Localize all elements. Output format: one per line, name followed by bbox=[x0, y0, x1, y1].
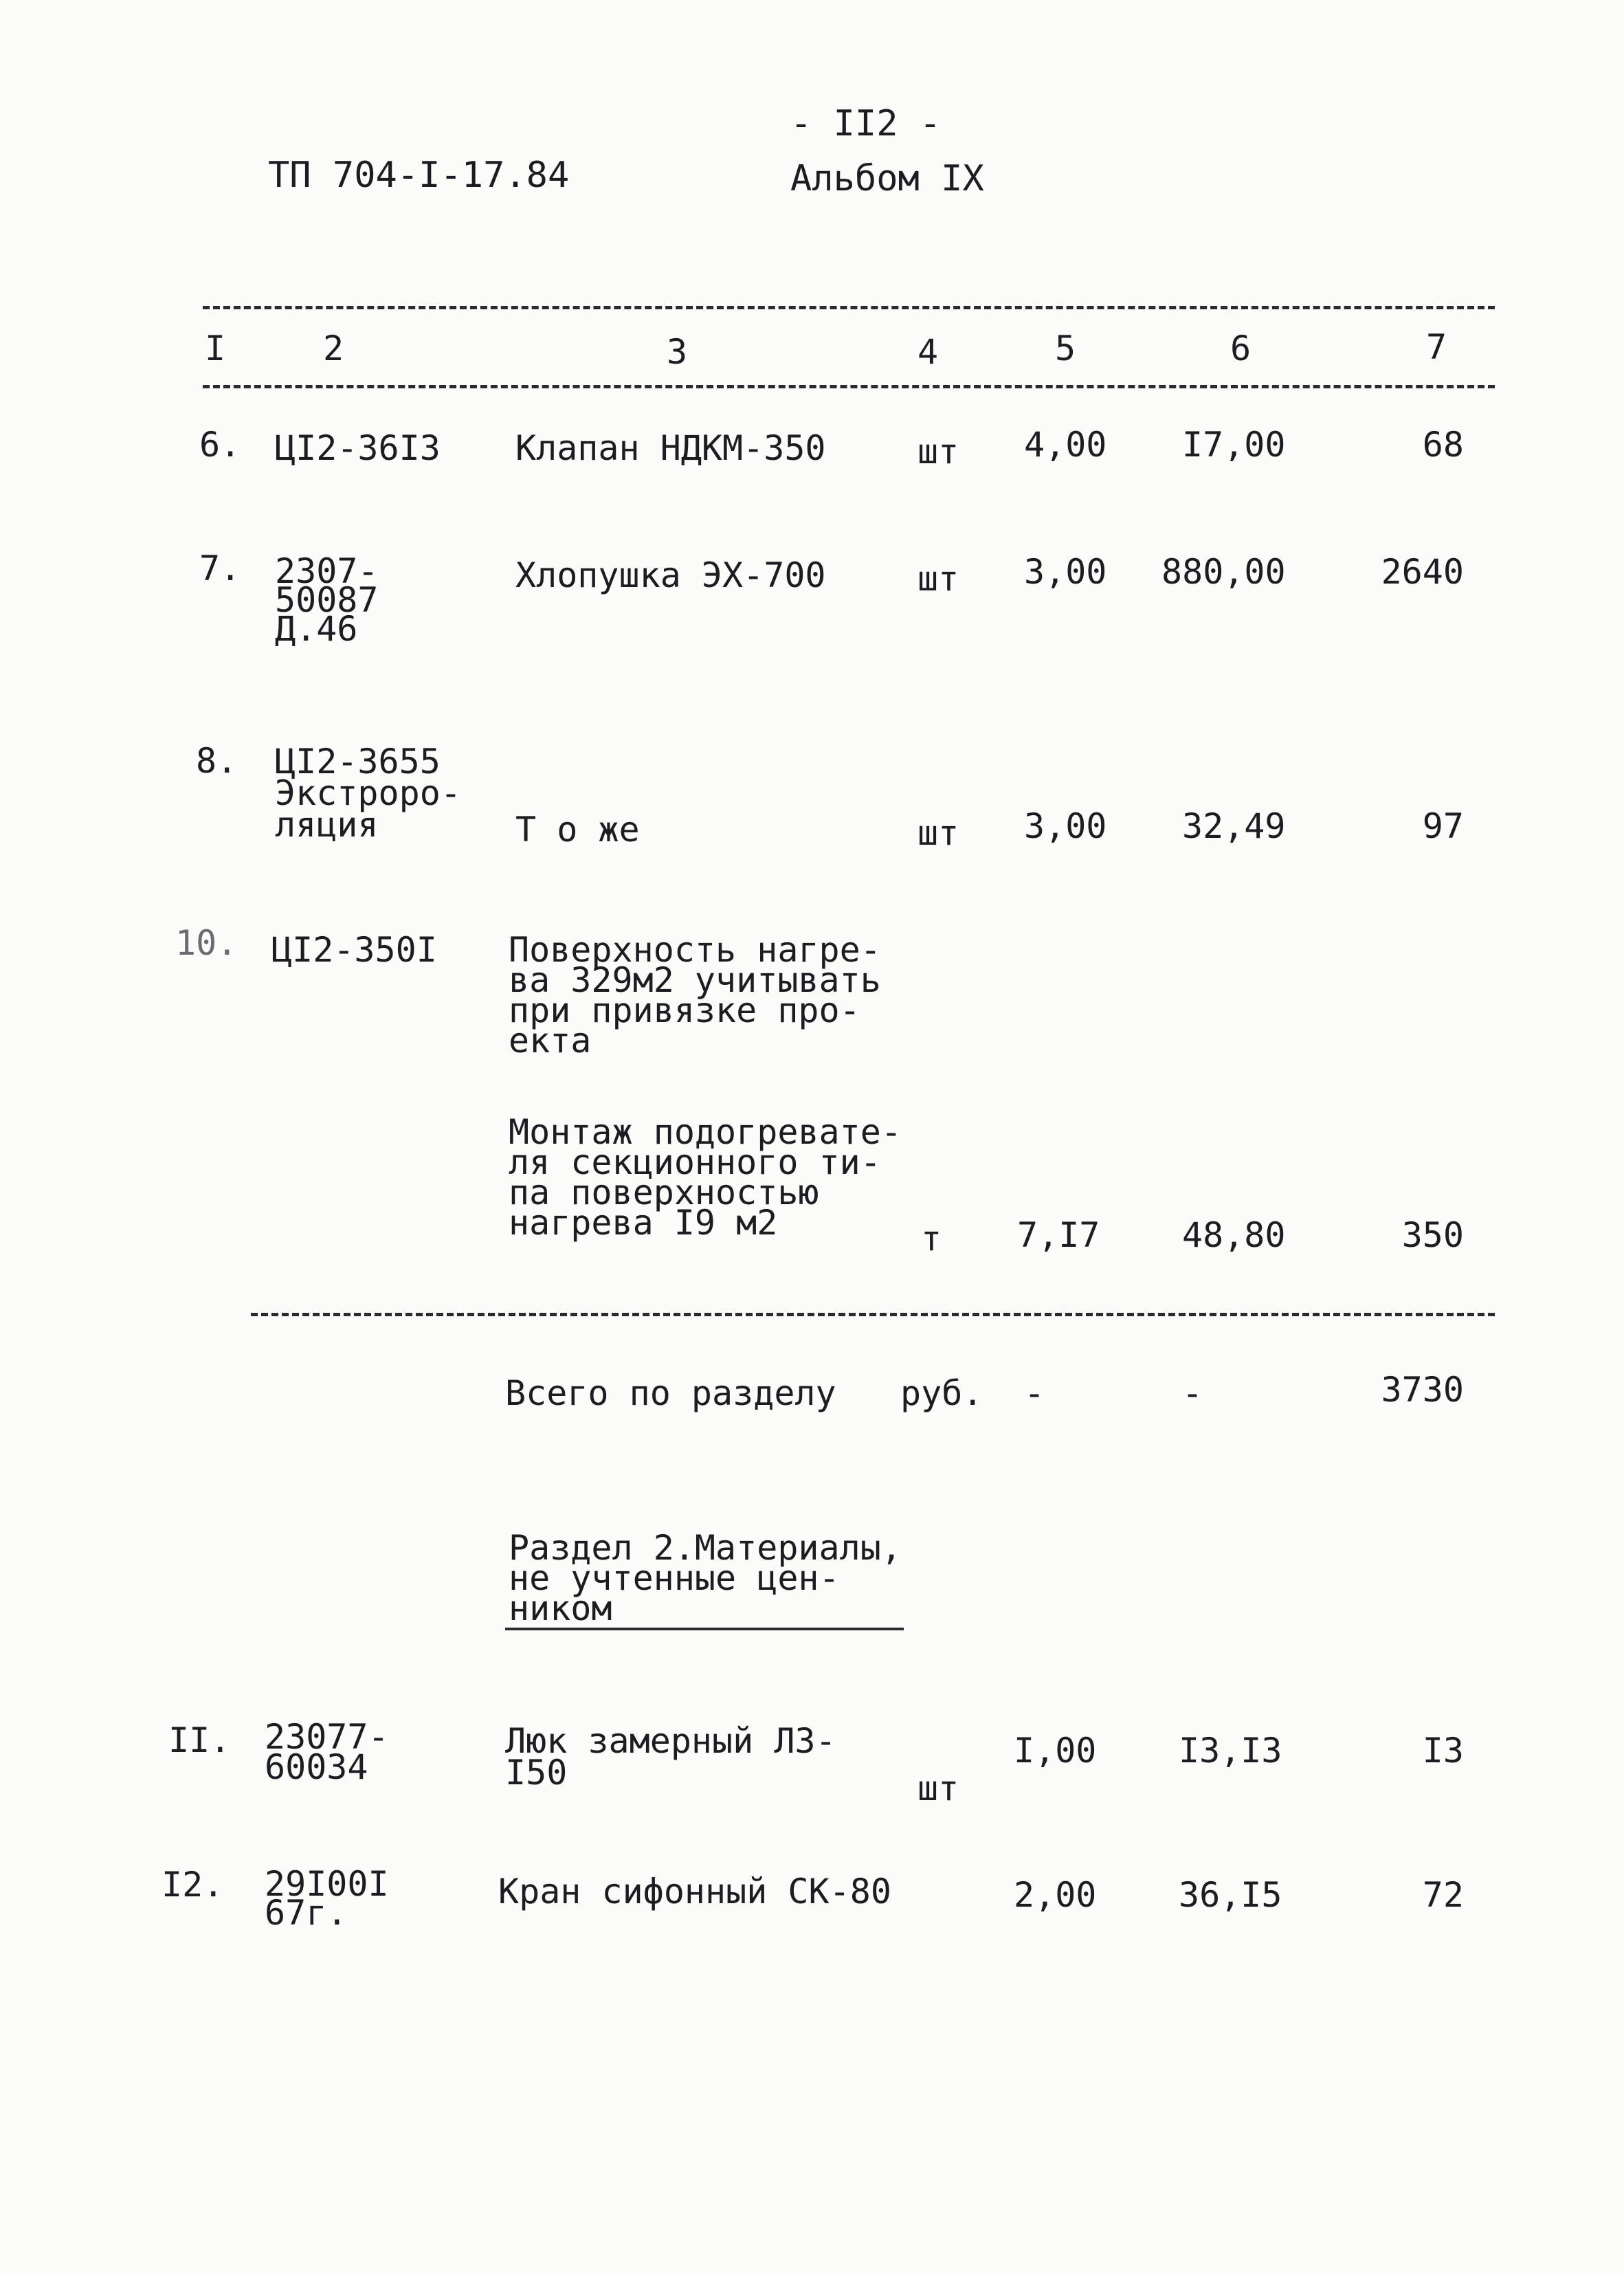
item-price: 36,I5 bbox=[1179, 1875, 1282, 1915]
item-total: 350 bbox=[1401, 1215, 1464, 1255]
column-header-3: 3 bbox=[667, 332, 688, 372]
item-name: Клапан НДКМ-350 bbox=[515, 428, 826, 468]
summary-price: - bbox=[1182, 1373, 1203, 1413]
section-total-rule bbox=[251, 1313, 1495, 1316]
item-code: 29I00I 67г. bbox=[265, 1864, 389, 1933]
item-total: 2640 bbox=[1381, 552, 1464, 592]
item-quantity: I,00 bbox=[1014, 1731, 1097, 1771]
summary-quantity: - bbox=[1024, 1373, 1045, 1413]
item-code: 23077- 60034 bbox=[265, 1717, 389, 1787]
item-quantity: 3,00 bbox=[1024, 806, 1107, 846]
summary-label: Всего по разделу bbox=[505, 1373, 836, 1413]
item-code: 2307- 50087 Д.46 bbox=[275, 551, 379, 649]
column-header-6: 6 bbox=[1230, 329, 1252, 368]
item-price: 880,00 bbox=[1161, 552, 1286, 592]
item-quantity: 3,00 bbox=[1024, 552, 1107, 592]
row-number: II. bbox=[168, 1720, 231, 1760]
column-header-7: 7 bbox=[1426, 327, 1447, 367]
summary-unit: руб. bbox=[900, 1373, 983, 1413]
page-number: - II2 - bbox=[790, 103, 942, 144]
item-name: Кран сифонный СК-80 bbox=[498, 1872, 891, 1911]
album-label: Альбом IX bbox=[790, 158, 984, 199]
column-header-5: 5 bbox=[1055, 329, 1076, 368]
item-total: 68 bbox=[1422, 425, 1464, 465]
document-code: ТП 704-I-17.84 bbox=[268, 155, 570, 196]
item-name: Хлопушка ЭХ-700 bbox=[515, 555, 826, 595]
section-title-underline bbox=[505, 1628, 904, 1630]
item-code: ЦI2-350I bbox=[271, 930, 437, 970]
row-number: 8. bbox=[196, 741, 238, 781]
item-total: 72 bbox=[1422, 1875, 1464, 1915]
item-name: Поверхность нагре- ва 329м2 учитывать при привязке про- екта bbox=[509, 930, 881, 1061]
item-unit: шт bbox=[917, 813, 959, 853]
summary-total: 3730 bbox=[1381, 1370, 1464, 1410]
item-total: I3 bbox=[1422, 1731, 1464, 1771]
item-price: I7,00 bbox=[1182, 425, 1286, 465]
item-quantity: 4,00 bbox=[1024, 425, 1107, 465]
item-quantity: 2,00 bbox=[1014, 1875, 1097, 1915]
table-top-rule bbox=[203, 306, 1495, 309]
row-number: 6. bbox=[199, 425, 241, 465]
item-price: I3,I3 bbox=[1179, 1731, 1282, 1771]
row-number: I2. bbox=[162, 1865, 224, 1905]
item-code: ЦI2-36I3 bbox=[275, 428, 441, 468]
item-total: 97 bbox=[1422, 806, 1464, 846]
column-header-2: 2 bbox=[323, 329, 344, 368]
column-header-4: 4 bbox=[917, 332, 939, 372]
section-title: Раздел 2.Материалы, не учтенные цен- ником bbox=[509, 1528, 902, 1628]
item-name: Т о же bbox=[515, 810, 640, 850]
table-header-rule bbox=[203, 385, 1495, 388]
item-price: 32,49 bbox=[1182, 806, 1286, 846]
item-unit: шт bbox=[917, 432, 959, 472]
item-unit: шт bbox=[917, 559, 959, 599]
item-price: 48,80 bbox=[1182, 1215, 1286, 1255]
row-number: 10. bbox=[175, 923, 238, 963]
item-name: Люк замерный ЛЗ- I50 bbox=[505, 1721, 836, 1793]
item-name: Монтаж подогревате- ля секционного ти- па поверхностью нагрева I9 м2 bbox=[509, 1112, 902, 1243]
item-quantity: 7,I7 bbox=[1017, 1215, 1100, 1255]
item-unit: т bbox=[921, 1219, 942, 1259]
item-unit: шт bbox=[917, 1768, 959, 1808]
row-number: 7. bbox=[199, 548, 241, 588]
item-code: ЦI2-3655 Экстрopо- ляция bbox=[275, 742, 461, 845]
column-header-1: I bbox=[205, 329, 226, 368]
